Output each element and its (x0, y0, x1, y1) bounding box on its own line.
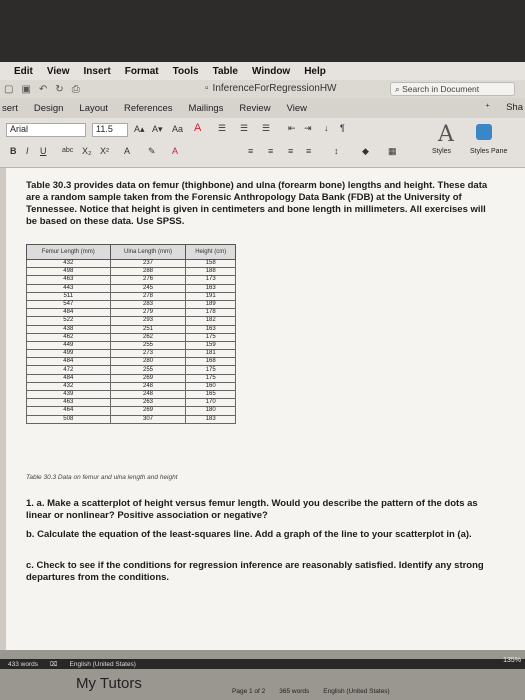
table-cell: 280 (110, 358, 186, 366)
table-cell: 175 (186, 374, 236, 382)
table-cell: 269 (110, 407, 186, 415)
table-cell: 498 (27, 268, 111, 276)
table-row (27, 366, 236, 374)
status-bar (0, 659, 525, 669)
language[interactable]: English (United States) (323, 688, 390, 695)
menu-format[interactable]: Format (124, 65, 159, 77)
ribbon-tabs (0, 98, 525, 118)
table-cell: 191 (186, 292, 236, 300)
table-cell: 484 (27, 309, 111, 317)
table-cell: 248 (110, 382, 186, 390)
font-color-icon[interactable]: A (172, 146, 179, 156)
table-cell: 173 (186, 276, 236, 284)
data-table (26, 244, 236, 464)
table-cell: 255 (110, 341, 186, 349)
table-cell: 279 (110, 309, 186, 317)
table-cell: 175 (186, 366, 236, 374)
table-row (27, 268, 236, 276)
table-row (27, 382, 236, 390)
italic-icon[interactable]: I (26, 146, 29, 156)
align-right-icon[interactable]: ≡ (288, 146, 294, 156)
table-cell: 484 (27, 374, 111, 382)
subscript-icon[interactable]: X₂ (82, 146, 92, 156)
table-cell: 237 (110, 260, 186, 268)
menu-window[interactable]: Window (251, 65, 291, 77)
line-spacing-icon[interactable]: ↕ (334, 146, 339, 156)
table-row (27, 284, 236, 292)
table-cell: 158 (186, 260, 236, 268)
table-row (27, 333, 236, 341)
data-table-grid (26, 244, 236, 424)
table-row (27, 317, 236, 325)
table-cell: 463 (27, 399, 111, 407)
table-cell: 273 (110, 350, 186, 358)
table-cell: 165 (186, 391, 236, 399)
highlight-icon[interactable]: ✎ (148, 146, 156, 156)
ribbon-toolbar (0, 118, 525, 168)
table-cell: 288 (110, 268, 186, 276)
question-1c: c. Check to see if the conditions for regression inference are reasonably satisfied. Identify any strong departures from the conditions. (26, 560, 484, 583)
table-row (27, 358, 236, 366)
table-cell: 432 (27, 260, 111, 268)
font-name-select[interactable]: Arial (6, 123, 86, 137)
menu-bar (0, 62, 525, 80)
table-cell: 278 (110, 292, 186, 300)
strikethrough-icon[interactable]: abc (62, 147, 74, 154)
table-cell: 183 (186, 415, 236, 423)
menu-help[interactable]: Help (304, 65, 326, 77)
table-cell: 269 (110, 374, 186, 382)
table-cell: 307 (110, 415, 186, 423)
table-cell: 245 (110, 284, 186, 292)
table-cell: 449 (27, 341, 111, 349)
table-row (27, 391, 236, 399)
tab-design[interactable]: Design (33, 102, 64, 114)
table-cell: 263 (110, 399, 186, 407)
table-row (27, 374, 236, 382)
table-row (27, 350, 236, 358)
table-row (27, 325, 236, 333)
table-cell: 472 (27, 366, 111, 374)
share-button[interactable]: ⁺ Sha (485, 102, 523, 113)
dark-background (0, 0, 525, 62)
table-row (27, 407, 236, 415)
table-cell: 462 (27, 333, 111, 341)
numbering-icon[interactable]: ☰ (240, 123, 249, 133)
menu-tools[interactable]: Tools (172, 65, 199, 77)
menu-table[interactable]: Table (212, 65, 238, 77)
proofing-icon[interactable]: ⌧ (50, 661, 58, 668)
font-size-select[interactable]: 11.5 (92, 123, 128, 137)
table-cell: 443 (27, 284, 111, 292)
tab-layout[interactable]: Layout (79, 102, 108, 114)
table-cell: 180 (186, 407, 236, 415)
table-cell: 248 (110, 391, 186, 399)
bold-icon[interactable]: B (10, 146, 17, 156)
zoom-level[interactable]: 135% (503, 657, 521, 664)
multilevel-list-icon[interactable]: ☰ (262, 123, 271, 133)
table-cell: 499 (27, 350, 111, 358)
change-case-icon[interactable]: Aa (172, 124, 184, 134)
table-cell: 188 (186, 268, 236, 276)
share-icon: ⁺ (485, 102, 491, 113)
menu-insert[interactable]: Insert (83, 65, 111, 77)
styles-button[interactable]: Styles (432, 148, 452, 155)
table-cell: 484 (27, 358, 111, 366)
shrink-font-icon[interactable]: A▾ (152, 124, 163, 134)
table-cell: 251 (110, 325, 186, 333)
table-cell: 511 (27, 292, 111, 300)
intro-paragraph: Table 30.3 provides data on femur (thighbone) and ulna (forearm bone) lengths and height. These data are a random sample taken from the Forensic Anthropology Data Bank (FDB) at the University of Tennessee. Notice that height is given in centimeters and bone length in millimeters. All exercises will be based on these data. Use SPSS. (26, 180, 488, 227)
page-info (232, 688, 390, 695)
table-cell: 159 (186, 341, 236, 349)
page-number[interactable]: Page 1 of 2 (232, 688, 266, 695)
table-row (27, 341, 236, 349)
word-count-top[interactable]: 433 words (8, 660, 38, 668)
text-effects-icon[interactable]: A (124, 146, 131, 156)
table-cell: 163 (186, 325, 236, 333)
question-1b: b. Calculate the equation of the least-squares line. Add a graph of the line to your scatterplot in (a). (26, 529, 472, 540)
table-cell: 293 (110, 317, 186, 325)
header-ulna: Ulna Length (mm) (110, 245, 186, 260)
header-height: Height (cm) (186, 245, 236, 260)
paragraph-marks-icon[interactable]: ¶ (340, 123, 345, 133)
table-cell: 255 (110, 366, 186, 374)
table-cell: 283 (110, 300, 186, 308)
styles-pane-button[interactable]: Styles Pane (470, 148, 508, 155)
search-input[interactable]: ⌕ Search in Document (390, 82, 515, 96)
table-cell: 276 (110, 276, 186, 284)
word-count[interactable]: 365 words (279, 688, 310, 695)
table-cell: 175 (186, 333, 236, 341)
increase-indent-icon[interactable]: ⇥ (304, 123, 312, 133)
table-row (27, 300, 236, 308)
table-cell: 463 (27, 276, 111, 284)
undo-icon[interactable]: ↶ (38, 83, 48, 95)
table-caption: Table 30.3 Data on femur and ulna length and height (26, 474, 178, 481)
table-row (27, 399, 236, 407)
table-cell: 522 (27, 317, 111, 325)
table-cell: 508 (27, 415, 111, 423)
table-row (27, 309, 236, 317)
borders-icon[interactable]: ▦ (388, 146, 397, 156)
sidebar-icon[interactable]: ▢ (4, 83, 14, 95)
print-icon[interactable]: ⎙ (71, 83, 80, 95)
table-cell: 170 (186, 399, 236, 407)
shading-icon[interactable]: ◆ (362, 146, 369, 156)
document-page[interactable] (6, 168, 525, 650)
tab-mailings[interactable]: Mailings (188, 102, 224, 114)
table-cell: 181 (186, 350, 236, 358)
tab-references[interactable]: References (123, 102, 173, 114)
tab-review[interactable]: Review (239, 102, 271, 114)
document-title: ▫ InferenceForRegressionHW (205, 83, 337, 94)
table-row (27, 276, 236, 284)
table-cell: 168 (186, 358, 236, 366)
table-cell: 182 (186, 317, 236, 325)
sort-icon[interactable]: ↓ (324, 123, 329, 133)
save-icon[interactable]: ▣ (21, 83, 31, 95)
redo-icon[interactable]: ↻ (55, 83, 64, 95)
clear-formatting-icon[interactable]: A (194, 122, 202, 134)
table-cell: 547 (27, 300, 111, 308)
decrease-indent-icon[interactable]: ⇤ (288, 123, 296, 133)
align-center-icon[interactable]: ≡ (268, 146, 274, 156)
table-cell: 189 (186, 300, 236, 308)
tab-insert[interactable]: sert (2, 102, 18, 114)
tab-view[interactable]: View (286, 102, 307, 114)
title-bar (0, 80, 525, 98)
table-cell: 262 (110, 333, 186, 341)
table-row (27, 415, 236, 423)
table-cell: 438 (27, 325, 111, 333)
search-icon: ⌕ (395, 84, 400, 94)
table-cell: 439 (27, 391, 111, 399)
menu-view[interactable]: View (46, 65, 70, 77)
table-cell: 464 (27, 407, 111, 415)
document-icon: ▫ (205, 83, 209, 94)
table-cell: 160 (186, 382, 236, 390)
bullets-icon[interactable]: ☰ (218, 123, 227, 133)
table-cell: 163 (186, 284, 236, 292)
justify-icon[interactable]: ≡ (306, 146, 312, 156)
table-cell: 432 (27, 382, 111, 390)
styles-gallery-icon[interactable]: A (438, 122, 454, 147)
header-femur: Femur Length (mm) (27, 245, 111, 260)
align-left-icon[interactable]: ≡ (248, 146, 254, 156)
watermark: My Tutors (76, 675, 142, 692)
superscript-icon[interactable]: X² (100, 146, 109, 156)
table-row (27, 260, 236, 268)
table-row (27, 292, 236, 300)
language-top[interactable]: English (United States) (69, 660, 136, 668)
question-1a: 1. a. Make a scatterplot of height versus femur length. Would you describe the pattern of the dots as linear or nonlinear? Positive association or negative? (26, 498, 478, 521)
menu-edit[interactable]: Edit (14, 65, 33, 77)
styles-pane-icon[interactable] (476, 124, 492, 140)
quick-access-toolbar (4, 84, 80, 95)
grow-font-icon[interactable]: A▴ (134, 124, 145, 134)
underline-icon[interactable]: U (40, 146, 47, 156)
table-cell: 178 (186, 309, 236, 317)
